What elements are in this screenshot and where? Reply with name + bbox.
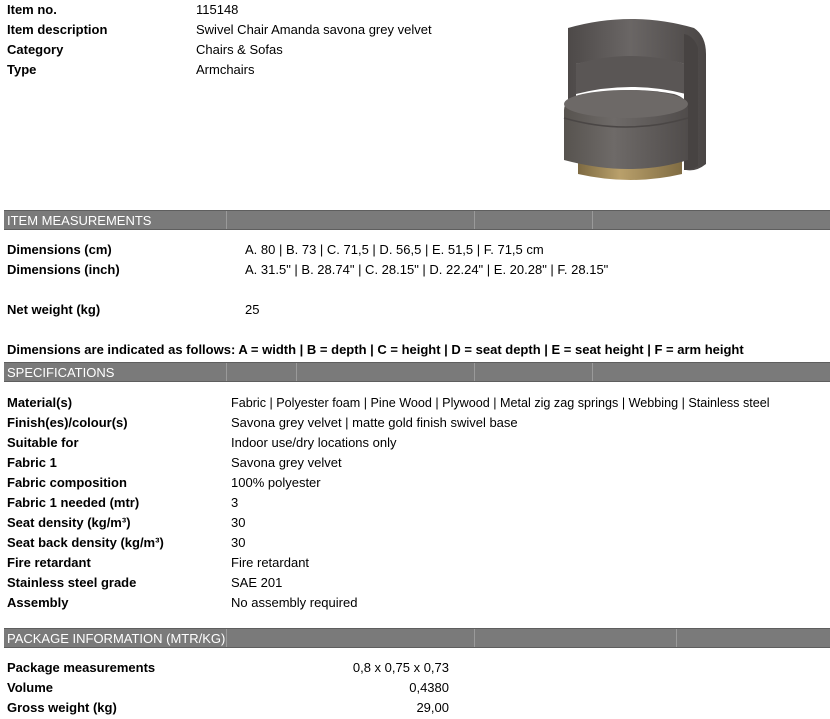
- package-measurements-label: Package measurements: [7, 660, 156, 675]
- seat-back-density-value: 30: [231, 535, 246, 550]
- specifications-header: [4, 362, 830, 382]
- category-value: Chairs & Sofas: [196, 42, 283, 57]
- column-divider: [474, 363, 475, 381]
- gross-weight-value: 29,00: [416, 700, 449, 715]
- column-divider: [226, 211, 227, 229]
- section-title: ITEM MEASUREMENTS: [7, 213, 152, 228]
- gross-weight-label: Gross weight (kg): [7, 700, 117, 715]
- chair-inner-back: [576, 56, 686, 94]
- type-value: Armchairs: [196, 62, 255, 77]
- materials-value: Fabric | Polyester foam | Pine Wood | Plywood | Metal zig zag springs | Webbing | Stainless steel: [231, 396, 770, 410]
- column-divider: [226, 363, 227, 381]
- fabric-composition-label: Fabric composition: [7, 475, 127, 490]
- dimensions-inch-value: A. 31.5" | B. 28.74" | C. 28.15" | D. 22.24" | E. 20.28" | F. 28.15": [245, 262, 609, 277]
- column-divider: [474, 629, 475, 647]
- column-divider: [592, 363, 593, 381]
- assembly-label: Assembly: [7, 595, 69, 610]
- package-information-header: [4, 628, 830, 648]
- finishes-value: Savona grey velvet | matte gold finish swivel base: [231, 415, 518, 430]
- finishes-label: Finish(es)/colour(s): [7, 415, 128, 430]
- fabric-composition-value: 100% polyester: [231, 475, 321, 490]
- steel-grade-label: Stainless steel grade: [7, 575, 137, 590]
- fabric-1-value: Savona grey velvet: [231, 455, 342, 470]
- item-no-label: Item no.: [7, 2, 57, 17]
- fire-retardant-value: Fire retardant: [231, 555, 310, 570]
- fire-retardant-label: Fire retardant: [7, 555, 91, 570]
- seat-density-value: 30: [231, 515, 246, 530]
- volume-value: 0,4380: [409, 680, 449, 695]
- net-weight-value: 25: [245, 302, 260, 317]
- seat-cushion: [564, 90, 688, 118]
- fabric-needed-label: Fabric 1 needed (mtr): [7, 495, 140, 510]
- column-divider: [592, 211, 593, 229]
- section-title: PACKAGE INFORMATION (MTR/KG): [7, 631, 226, 646]
- item-description-value: Swivel Chair Amanda savona grey velvet: [196, 22, 432, 37]
- seat-density-label: Seat density (kg/m³): [7, 515, 131, 530]
- dimensions-legend: Dimensions are indicated as follows: A = width | B = depth | C = height | D = seat depth | E = seat height | F = arm height: [7, 342, 744, 357]
- net-weight-label: Net weight (kg): [7, 302, 101, 317]
- fabric-needed-value: 3: [231, 495, 239, 510]
- dimensions-inch-label: Dimensions (inch): [7, 262, 120, 277]
- dimensions-cm-label: Dimensions (cm): [7, 242, 112, 257]
- dimensions-cm-value: A. 80 | B. 73 | C. 71,5 | D. 56,5 | E. 51,5 | F. 71,5 cm: [245, 242, 544, 257]
- seat-back-density-label: Seat back density (kg/m³): [7, 535, 164, 550]
- item-measurements-header: [4, 210, 830, 230]
- steel-grade-value: SAE 201: [231, 575, 283, 590]
- product-image: [556, 14, 724, 188]
- column-divider: [676, 629, 677, 647]
- type-label: Type: [7, 62, 37, 77]
- fabric-1-label: Fabric 1: [7, 455, 57, 470]
- package-measurements-value: 0,8 x 0,75 x 0,73: [352, 660, 449, 675]
- assembly-value: No assembly required: [231, 595, 358, 610]
- section-title: SPECIFICATIONS: [7, 365, 115, 380]
- item-no-value: 115148: [196, 2, 239, 17]
- item-description-label: Item description: [7, 22, 108, 37]
- column-divider: [296, 363, 297, 381]
- suitable-for-label: Suitable for: [7, 435, 79, 450]
- column-divider: [226, 629, 227, 647]
- materials-label: Material(s): [7, 395, 73, 410]
- column-divider: [474, 211, 475, 229]
- suitable-for-value: Indoor use/dry locations only: [231, 435, 397, 450]
- category-label: Category: [7, 42, 64, 57]
- volume-label: Volume: [7, 680, 53, 695]
